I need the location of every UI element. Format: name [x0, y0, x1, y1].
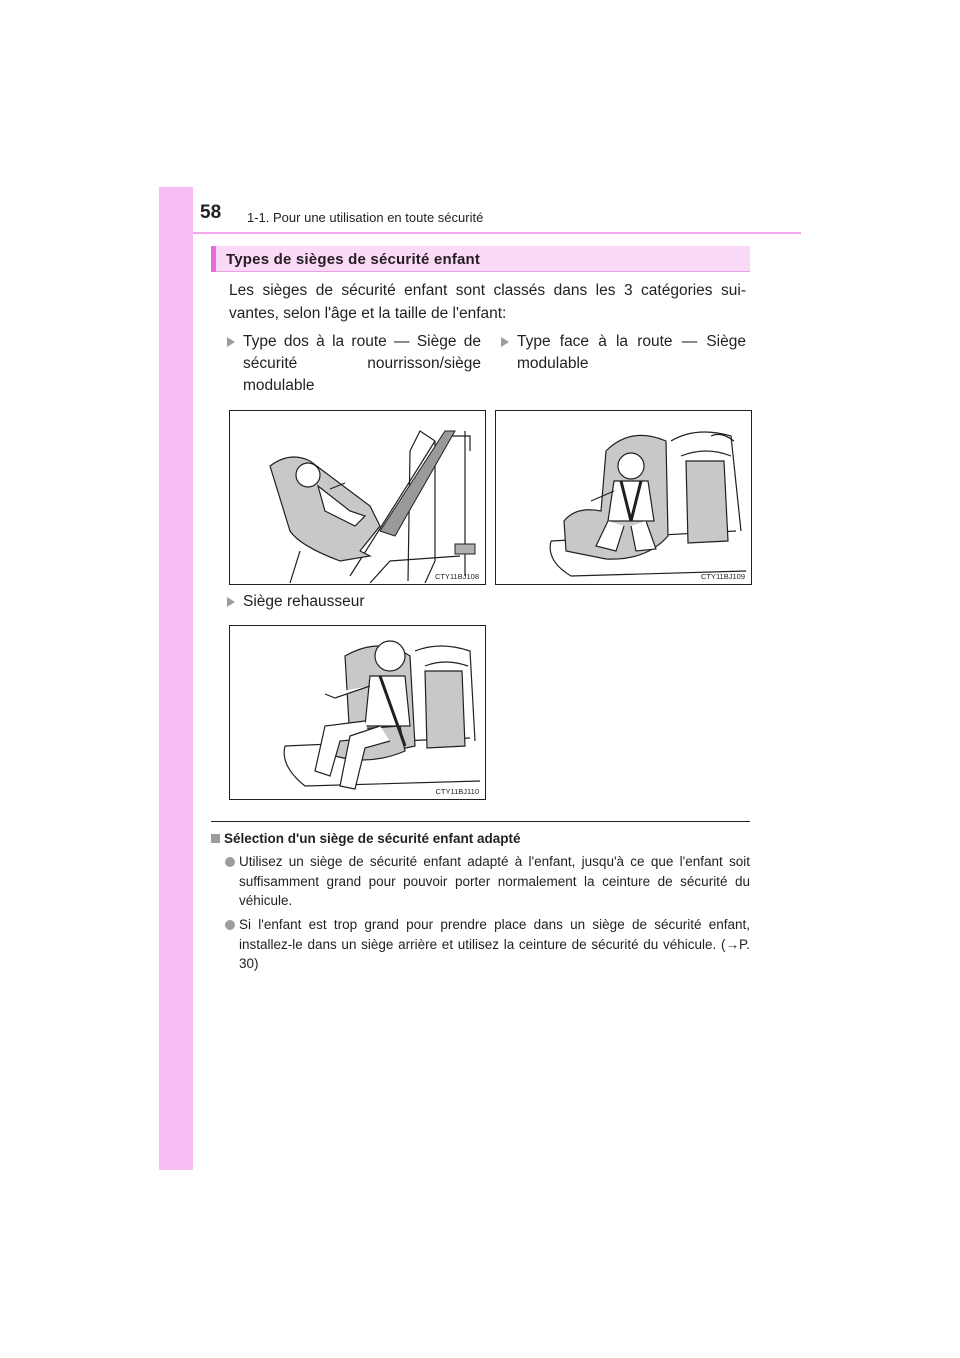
type-forward-facing [517, 331, 746, 375]
subheading-accent-bar [211, 246, 216, 272]
note-item [239, 915, 750, 974]
note-text: Si l'enfant est trop grand pour prendre place dans un siège de sécurité enfant, installez-le dans un siège arrière et utilisez la ceinture de sécurité du véhicule. (→P. 30) [239, 917, 750, 971]
header-rule [193, 232, 801, 234]
circle-bullet-icon [225, 857, 235, 867]
pink-sidebar [159, 187, 193, 1170]
figure-forward-facing-seat [495, 410, 752, 585]
note-item [239, 852, 750, 911]
rear-facing-seat-illustration [230, 411, 485, 584]
type-label: Siège rehausseur [243, 593, 365, 610]
notes-title-text: Sélection d'un siège de sécurité enfant adapté [224, 831, 521, 846]
type-label: Type dos à la route — Siège de sécurité nourrisson/siège modulable [243, 333, 481, 394]
notes-divider [211, 821, 750, 822]
figure-code: CTY11BJ108 [434, 572, 479, 581]
section-title: 1-1. Pour une utilisation en toute sécurité [247, 210, 484, 225]
triangle-bullet-icon [227, 597, 235, 607]
type-rear-facing [243, 331, 481, 397]
type-booster [243, 591, 483, 613]
square-bullet-icon [211, 834, 220, 843]
figure-booster-seat [229, 625, 486, 800]
page-number: 58 [200, 202, 222, 223]
triangle-bullet-icon [227, 337, 235, 347]
notes-title [211, 831, 521, 846]
circle-bullet-icon [225, 920, 235, 930]
subheading-box [211, 246, 750, 272]
figure-rear-facing-seat [229, 410, 486, 585]
note-text: Utilisez un siège de sécurité enfant adapté à l'enfant, jusqu'à ce que l'enfant soit suffisamment grand pour pouvoir porter normalement la ceinture de sécurité du véhicule. [239, 854, 750, 908]
forward-facing-seat-illustration [496, 411, 751, 584]
triangle-bullet-icon [501, 337, 509, 347]
subheading-title: Types de sièges de sécurité enfant [226, 251, 481, 268]
booster-seat-illustration [230, 626, 485, 799]
figure-code: CTY11BJ110 [435, 787, 479, 796]
type-label: Type face à la route — Siège modulable [517, 333, 746, 372]
figure-code: CTY11BJ109 [700, 572, 745, 581]
intro-paragraph: Les sièges de sécurité enfant sont classés dans les 3 catégories sui-vantes, selon l'âge et la taille de l'enfant: [229, 282, 746, 322]
